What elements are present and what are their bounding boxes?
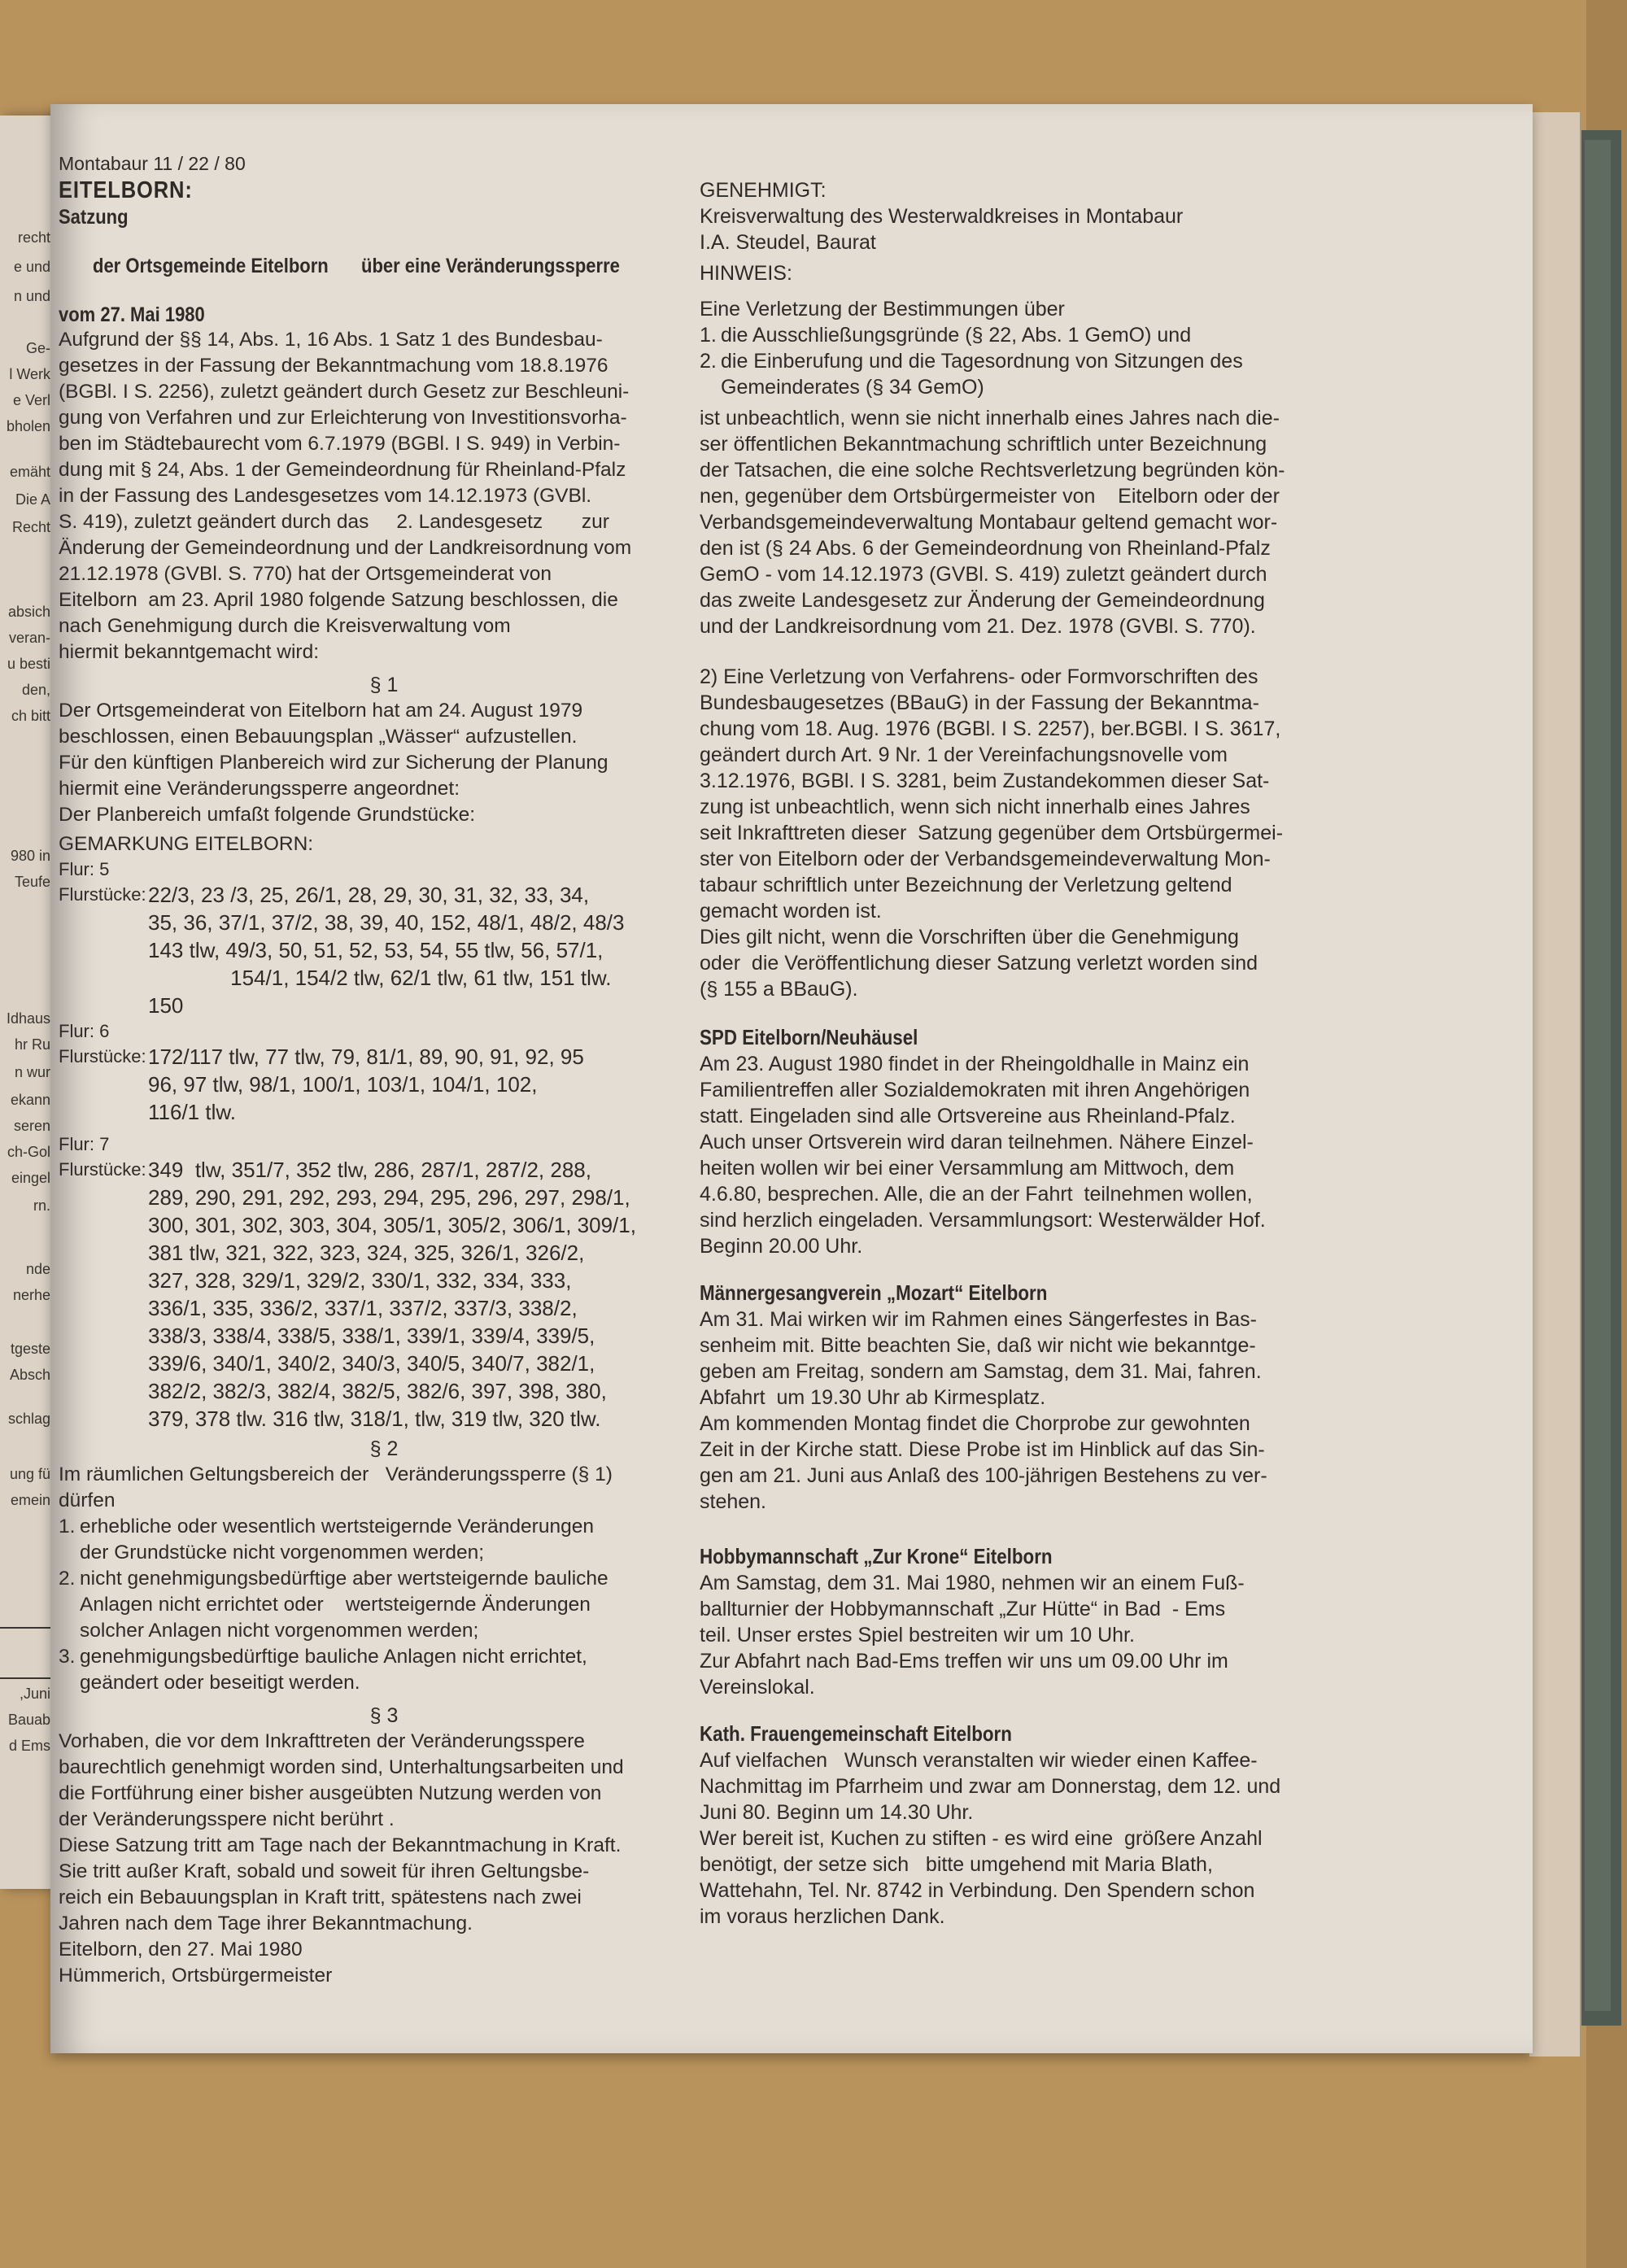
text-line: 21.12.1978 (GVBl. S. 770) hat der Ortsgemeinderat von [59, 563, 552, 585]
list-number: 3. [59, 1646, 76, 1668]
text-line: solcher Anlagen nicht vorgenommen werden; [80, 1620, 479, 1642]
text-line: 379, 378 tlw. 316 tlw, 318/1, tlw, 319 tlw, 320 tlw. [148, 1407, 601, 1431]
list-item [700, 348, 1399, 400]
hinweis-label: HINWEIS: [700, 262, 792, 285]
section-2-list [59, 1514, 709, 1696]
text-line: der Grundstücke nicht vorgenommen werden; [80, 1542, 485, 1564]
text-line: die Einberufung und die Tagesordnung von Sitzungen des [721, 350, 1243, 373]
text-line: Kreisverwaltung des Westerwaldkreises in Montabaur [700, 205, 1184, 228]
text-line: (BGBl. I S. 2256), zuletzt geändert durch Gesetz zur Beschleuni- [59, 381, 630, 403]
text-line: Wattehahn, Tel. Nr. 8742 in Verbindung. Den Spendern schon [700, 1879, 1255, 1902]
hinweis-list [700, 322, 1399, 400]
text-line: ballturnier der Hobbymannschaft „Zur Hütte“ in Bad - Ems [700, 1598, 1226, 1620]
text-line: 2) Eine Verletzung von Verfahrens- oder Formvorschriften des [700, 665, 1258, 688]
text-line: beschlossen, einen Bebauungsplan „Wässer“ aufzustellen. [59, 726, 578, 748]
text-line: 96, 97 tlw, 98/1, 100/1, 103/1, 104/1, 102, [148, 1072, 538, 1097]
fragment-text: bholen [6, 418, 50, 434]
kath-text [700, 1747, 1399, 1930]
text-line: Diese Satzung tritt am Tage nach der Bekanntmachung in Kraft. [59, 1834, 622, 1856]
text-line: Am 31. Mai wirken wir im Rahmen eines Sängerfestes in Bas- [700, 1308, 1257, 1331]
left-column [59, 151, 709, 1989]
text-line: ser öffentlichen Bekanntmachung schriftlich unter Bezeichnung [700, 433, 1267, 456]
fragment-text: e Verl [12, 392, 50, 408]
flur-7-parcels [59, 1156, 709, 1433]
text-line: I.A. Steudel, Baurat [700, 231, 876, 254]
list-number: 2. [59, 1568, 76, 1590]
fragment-text: n wur [14, 1064, 50, 1080]
text-line: Am kommenden Montag findet die Chorprobe zur gewohnten [700, 1412, 1250, 1435]
approval-block [700, 203, 1399, 255]
text-line: Hümmerich, Ortsbürgermeister [59, 1965, 333, 1987]
list-text [721, 348, 1243, 400]
text-line: 300, 301, 302, 303, 304, 305/1, 305/2, 306/1, 309/1, [148, 1213, 636, 1237]
text-line: die Fortführung einer bisher ausgeübten Nutzung werden von [59, 1782, 602, 1804]
fragment-text: eingel [11, 1170, 50, 1186]
flur-5-parcels [59, 881, 709, 1019]
paragraph-2 [700, 664, 1399, 1002]
text-line: Zur Abfahrt nach Bad-Ems treffen wir uns um 09.00 Uhr im [700, 1650, 1228, 1673]
fragment-text: Die A [15, 491, 50, 508]
list-number: 2. [700, 350, 717, 373]
text-line: im voraus herzlichen Dank. [700, 1905, 945, 1928]
spd-heading: SPD Eitelborn/Neuhäusel [700, 1025, 918, 1049]
text-line: 4.6.80, besprechen. Alle, die an der Fahrt teilnehmen wollen, [700, 1183, 1253, 1206]
text-line: nen, gegenüber dem Ortsbürgermeister von Eitelborn oder der [700, 485, 1280, 508]
hinweis-intro: Eine Verletzung der Bestimmungen über [700, 298, 1065, 321]
flurstuecke-label: Flurstücke: [59, 1159, 146, 1180]
text-line: die Ausschließungsgründe (§ 22, Abs. 1 GemO) und [721, 324, 1192, 347]
satzung-title: der Ortsgemeinde Eitelborn über eine Veränderungssperre [92, 255, 620, 277]
text-line: 336/1, 335, 336/2, 337/1, 337/2, 337/3, 338/2, [148, 1296, 578, 1320]
fragment-text: l Werk [9, 366, 50, 382]
text-line: Wer bereit ist, Kuchen zu stiften - es wird eine größere Anzahl [700, 1827, 1263, 1850]
issue-header: Montabaur 11 / 22 / 80 [59, 153, 246, 174]
fragment-text: ch bitt [11, 708, 50, 724]
list-number: 1. [59, 1516, 76, 1537]
text-line: gung von Verfahren und zur Erleichterung von Investitionsvorha- [59, 407, 627, 429]
text-line: oder die Veröffentlichung dieser Satzung verletzt worden sind [700, 952, 1258, 975]
list-item [700, 322, 1399, 348]
list-number: 1. [700, 324, 717, 347]
list-text [80, 1514, 594, 1566]
text-line: Vorhaben, die vor dem Inkrafttreten der Veränderungsspere [59, 1730, 585, 1752]
gemarkung-label: GEMARKUNG EITELBORN: [59, 833, 314, 855]
list-text [80, 1644, 587, 1696]
text-line: Änderung der Gemeindeordnung und der Landkreisordnung vom [59, 537, 632, 559]
text-line: hiermit bekanntgemacht wird: [59, 641, 320, 663]
text-line: chung vom 18. Aug. 1976 (BGBl. I S. 2257), ber.BGBl. I S. 3617, [700, 717, 1281, 740]
text-line: Gemeinderates (§ 34 GemO) [721, 376, 984, 399]
text-line: S. 419), zuletzt geändert durch das 2. Landesgesetz zur [59, 511, 609, 533]
text-line: Zeit in der Kirche statt. Diese Probe ist im Hinblick auf das Sin- [700, 1438, 1265, 1461]
mgv-text [700, 1306, 1399, 1515]
text-line: Juni 80. Beginn um 14.30 Uhr. [700, 1801, 974, 1824]
flurstuecke-label: Flurstücke: [59, 1046, 146, 1066]
text-line: baurechtlich genehmigt worden sind, Unterhaltungsarbeiten und [59, 1756, 624, 1778]
text-line: reich ein Bebauungsplan in Kraft tritt, spätestens nach zwei [59, 1886, 582, 1908]
text-line: Verbandsgemeindeverwaltung Montabaur geltend gemacht wor- [700, 511, 1278, 534]
flur-7-label: Flur: 7 [59, 1134, 110, 1154]
text-line: Auch unser Ortsverein wird daran teilnehmen. Nähere Einzel- [700, 1131, 1254, 1154]
fragment-text: ch-Gol [7, 1144, 50, 1160]
text-line: senheim mit. Bitte beachten Sie, daß wir nicht wie bekanntge- [700, 1334, 1256, 1357]
fragment-text: n und [13, 288, 50, 304]
text-line: benötigt, der setze sich bitte umgehend mit Maria Blath, [700, 1853, 1213, 1876]
page-stack-edge [1529, 112, 1581, 2056]
text-line: 172/117 tlw, 77 tlw, 79, 81/1, 89, 90, 91, 92, 95 [148, 1045, 584, 1069]
fragment-text: d Ems [8, 1738, 50, 1754]
text-line: Nachmittag im Pfarrheim und zwar am Donnerstag, dem 12. und [700, 1775, 1281, 1798]
fragment-text: Idhaus [6, 1010, 50, 1027]
text-line: 382/2, 382/3, 382/4, 382/5, 382/6, 397, 398, 380, [148, 1379, 607, 1403]
text-line: stehen. [700, 1490, 767, 1513]
fragment-text: nde [25, 1261, 50, 1277]
text-line: und der Landkreisordnung vom 21. Dez. 1978 (GVBl. S. 770). [700, 615, 1256, 638]
text-line: gen am 21. Juni aus Anlaß des 100-jährigen Bestehens zu ver- [700, 1464, 1267, 1487]
flur-5-label: Flur: 5 [59, 859, 110, 879]
text-line: der Veränderungsspere nicht berührt . [59, 1808, 395, 1830]
text-line: erhebliche oder wesentlich wertsteigernde Veränderungen [80, 1516, 594, 1537]
text-line: in der Fassung des Landesgesetzes vom 14.12.1973 (GVBl. [59, 485, 592, 507]
mgv-heading: Männergesangverein „Mozart“ Eitelborn [700, 1280, 1048, 1305]
text-line: 22/3, 23 /3, 25, 26/1, 28, 29, 30, 31, 32, 33, 34, [148, 883, 590, 907]
text-line: gesetzes in der Fassung der Bekanntmachung vom 18.8.1976 [59, 355, 608, 377]
text-line: Abfahrt um 19.30 Uhr ab Kirmesplatz. [700, 1386, 1046, 1409]
text-line: (§ 155 a BBauG). [700, 978, 858, 1001]
book-cover-inner [1585, 140, 1611, 2011]
hinweis-body [700, 405, 1399, 639]
text-line: nicht genehmigungsbedürftige aber wertsteigernde bauliche [80, 1568, 608, 1590]
list-text [80, 1566, 608, 1644]
text-line: ist unbeachtlich, wenn sie nicht innerhalb eines Jahres nach die- [700, 407, 1280, 430]
fragment-text: nerhe [12, 1287, 50, 1303]
fragment-text: recht [17, 229, 50, 246]
list-item [59, 1644, 709, 1696]
preamble [59, 327, 709, 665]
fragment-text: Teufe [14, 874, 50, 890]
section-1-text [59, 698, 709, 828]
text-line: Jahren nach dem Tage ihrer Bekanntmachung. [59, 1913, 473, 1934]
text-line: 143 tlw, 49/3, 50, 51, 52, 53, 54, 55 tlw, 56, 57/1, [148, 938, 604, 962]
text-line: Vereinslokal. [700, 1676, 815, 1699]
section-2-heading: § 2 [369, 1437, 399, 1460]
text-line: den ist (§ 24 Abs. 6 der Gemeindeordnung von Rheinland-Pfalz [700, 537, 1271, 560]
text-line: tabaur schriftlich unter Bezeichnung der Verletzung geltend [700, 874, 1232, 896]
fragment-text: Bauab [7, 1712, 50, 1728]
fragment-text: e und [13, 259, 50, 275]
flurstuecke-label: Flurstücke: [59, 884, 146, 905]
fragment-rule [0, 1627, 54, 1629]
fragment-text: seren [13, 1118, 50, 1134]
text-line: Beginn 20.00 Uhr. [700, 1235, 863, 1258]
text-line: zung ist unbeachtlich, wenn sich nicht innerhalb eines Jahres [700, 796, 1250, 818]
text-line: Aufgrund der §§ 14, Abs. 1, 16 Abs. 1 Satz 1 des Bundesbau- [59, 329, 603, 351]
text-line: 3.12.1976, BGBl. I S. 3281, beim Zustandekommen dieser Sat- [700, 770, 1270, 792]
flur-6-label: Flur: 6 [59, 1021, 110, 1041]
section-2-intro [59, 1462, 709, 1514]
section-3-text [59, 1729, 709, 1989]
fragment-text: 980 in [10, 848, 50, 864]
fragment-text: ekann [10, 1092, 50, 1108]
text-line: Bundesbaugesetzes (BBauG) in der Fassung der Bekanntma- [700, 691, 1259, 714]
list-item [59, 1514, 709, 1566]
section-1-heading: § 1 [369, 674, 399, 696]
list-item [59, 1566, 709, 1644]
document-page [50, 104, 1533, 2053]
fragment-text: rn. [33, 1197, 50, 1214]
genehmigt-label: GENEHMIGT: [700, 179, 827, 202]
text-line: seit Inkrafttreten dieser Satzung gegenüber dem Ortsbürgermei- [700, 822, 1284, 844]
text-line: 35, 36, 37/1, 37/2, 38, 39, 40, 152, 48/1, 48/2, 48/3 [148, 910, 625, 935]
text-line: Eitelborn, den 27. Mai 1980 [59, 1939, 303, 1961]
text-line: Für den künftigen Planbereich wird zur Sicherung der Planung [59, 752, 608, 774]
text-line: 349 tlw, 351/7, 352 tlw, 286, 287/1, 287/2, 288, [148, 1158, 591, 1182]
text-line: sind herzlich eingeladen. Versammlungsort: Westerwälder Hof. [700, 1209, 1266, 1232]
text-line: genehmigungsbedürftige bauliche Anlagen nicht errichtet, [80, 1646, 587, 1668]
text-line: 116/1 tlw. [148, 1100, 236, 1124]
fragment-text: Recht [11, 519, 50, 535]
fragment-text: emein [10, 1492, 50, 1508]
text-line: dung mit § 24, Abs. 1 der Gemeindeordnung für Rheinland-Pfalz [59, 459, 626, 481]
satzung-date: vom 27. Mai 1980 [59, 303, 205, 326]
text-line: 289, 290, 291, 292, 293, 294, 295, 296, 297, 298/1, [148, 1185, 630, 1210]
text-line: Familientreffen aller Sozialdemokraten mit ihren Angehörigen [700, 1079, 1250, 1101]
text-line: geben am Freitag, sondern am Samstag, dem 31. Mai, fahren. [700, 1360, 1262, 1383]
spd-text [700, 1051, 1399, 1259]
text-line: dürfen [59, 1489, 116, 1511]
previous-page-fragment [0, 116, 56, 1889]
text-line: ster von Eitelborn oder der Verbandsgemeindeverwaltung Mon- [700, 848, 1271, 870]
fragment-text: schlag [7, 1411, 50, 1427]
fragment-text: emäht [9, 464, 50, 480]
text-line: GemO - vom 14.12.1973 (GVBl. S. 419) zuletzt geändert durch [700, 563, 1267, 586]
text-line: Im räumlichen Geltungsbereich der Veränderungssperre (§ 1) [59, 1463, 613, 1485]
text-line: Der Planbereich umfaßt folgende Grundstücke: [59, 804, 476, 826]
fragment-text: Ge- [25, 340, 50, 356]
text-line: Anlagen nicht errichtet oder wertsteigernde Änderungen [80, 1594, 591, 1616]
text-line: Der Ortsgemeinderat von Eitelborn hat am 24. August 1979 [59, 700, 583, 722]
hobby-heading: Hobbymannschaft „Zur Krone“ Eitelborn [700, 1544, 1053, 1568]
text-line: teil. Unser erstes Spiel bestreiten wir um 10 Uhr. [700, 1624, 1135, 1646]
text-line: Am Samstag, dem 31. Mai 1980, nehmen wir an einem Fuß- [700, 1572, 1245, 1594]
text-line: geändert oder beseitigt werden. [80, 1672, 360, 1694]
text-line: 338/3, 338/4, 338/5, 338/1, 339/1, 339/4, 339/5, [148, 1324, 595, 1348]
text-line: Auf vielfachen Wunsch veranstalten wir wieder einen Kaffee- [700, 1749, 1258, 1772]
satzung-heading: Satzung [59, 206, 129, 229]
text-line: 381 tlw, 321, 322, 323, 324, 325, 326/1, 326/2, [148, 1241, 585, 1265]
text-line: nach Genehmigung durch die Kreisverwaltung vom [59, 615, 511, 637]
fragment-text: Absch [9, 1367, 50, 1383]
text-line: der Tatsachen, die eine solche Rechtsverletzung begründen kön- [700, 459, 1285, 482]
fragment-text: hr Ru [14, 1036, 50, 1053]
fragment-text: veran- [8, 630, 50, 646]
fragment-rule [0, 1677, 54, 1679]
text-line: Am 23. August 1980 findet in der Rheingoldhalle in Mainz ein [700, 1053, 1250, 1075]
fragment-text: den, [21, 682, 50, 698]
text-line: hiermit eine Veränderungssperre angeordnet: [59, 778, 460, 800]
flur-6-parcels [59, 1043, 709, 1126]
right-column [700, 177, 1399, 1930]
text-line: Sie tritt außer Kraft, sobald und soweit für ihren Geltungsbe- [59, 1860, 590, 1882]
list-text [721, 322, 1191, 348]
fragment-text: tgeste [10, 1341, 50, 1357]
text-line: statt. Eingeladen sind alle Ortsvereine aus Rheinland-Pfalz. [700, 1105, 1236, 1127]
fragment-text: u besti [7, 656, 50, 672]
text-line: gemacht worden ist. [700, 900, 882, 922]
fragment-text: ung fü [9, 1466, 50, 1482]
text-line: 150 [148, 993, 184, 1018]
text-line: 339/6, 340/1, 340/2, 340/3, 340/5, 340/7, 382/1, [148, 1351, 595, 1376]
text-line: Eitelborn am 23. April 1980 folgende Satzung beschlossen, die [59, 589, 618, 611]
text-line: das zweite Landesgesetz zur Änderung der Gemeindeordnung [700, 589, 1265, 612]
text-line: 327, 328, 329/1, 329/2, 330/1, 332, 334, 333, [148, 1268, 572, 1293]
place-heading: EITELBORN: [59, 177, 193, 203]
text-line: ben im Städtebaurecht vom 6.7.1979 (BGBl. I S. 949) in Verbin- [59, 433, 621, 455]
fragment-text: ,Juni [19, 1686, 50, 1702]
text-line: 154/1, 154/2 tlw, 62/1 tlw, 61 tlw, 151 tlw. [148, 966, 612, 990]
hobby-text [700, 1570, 1399, 1700]
text-line: Dies gilt nicht, wenn die Vorschriften über die Genehmigung [700, 926, 1239, 949]
text-line: geändert durch Art. 9 Nr. 1 der Vereinfachungsnovelle vom [700, 744, 1228, 766]
text-line: heiten wollen wir bei einer Versammlung am Mittwoch, dem [700, 1157, 1235, 1180]
kath-heading: Kath. Frauengemeinschaft Eitelborn [700, 1721, 1012, 1746]
section-3-heading: § 3 [369, 1704, 399, 1727]
fragment-text: absich [7, 604, 50, 620]
